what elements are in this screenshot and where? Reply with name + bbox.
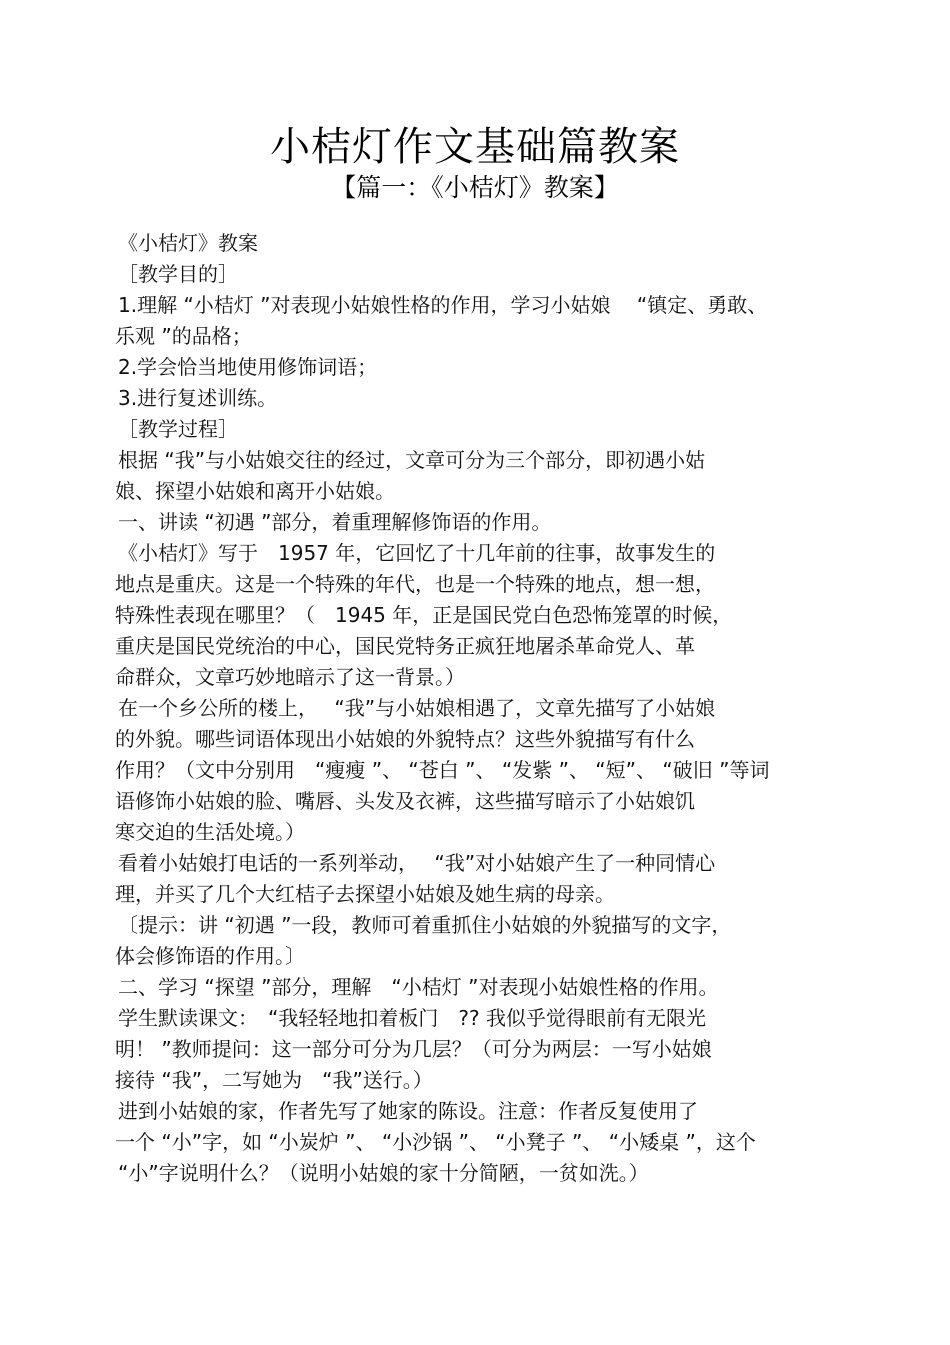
body-line: 命群众，文章巧妙地暗示了这一背景。） xyxy=(115,665,465,689)
body-line: 体会修饰语的作用。〕 xyxy=(115,944,305,968)
body-line: 语修饰小姑娘的脸、嘴唇、头发及衣裤，这些描写暗示了小姑娘饥 xyxy=(115,789,695,813)
body-line: 寒交迫的生活处境。） xyxy=(115,820,305,844)
body-line: 作用？（文中分别用 “瘦瘦 ”、 “苍白 ”、 “发紫 ”、 “短”、 “破旧 ”等词 xyxy=(115,758,770,782)
body-line: 2.学会恰当地使用修饰词语； xyxy=(118,355,378,379)
body-line: ［教学目的］ xyxy=(118,262,238,286)
body-line: 《小桔灯》教案 xyxy=(118,231,258,255)
document-title: 小桔灯作文基础篇教案 xyxy=(270,124,680,170)
body-line: 一、讲读 “初遇 ”部分，着重理解修饰语的作用。 xyxy=(118,510,552,534)
body-line: 学生默读课文： “我轻轻地扣着板门 ?? 我似乎觉得眼前有无限光 xyxy=(118,1006,706,1030)
body-line: 二、学习 “探望 ”部分，理解 “小桔灯 ”对表现小姑娘性格的作用。 xyxy=(118,975,719,999)
body-line: 一个 “小”字，如 “小炭炉 ”、 “小沙锅 ”、 “小凳子 ”、 “小矮桌 ”，这个 xyxy=(115,1130,756,1154)
body-line: “小”字说明什么？（说明小姑娘的家十分简陋，一贫如洗。） xyxy=(118,1161,649,1185)
body-line: 〔提示：讲 “初遇 ”一段，教师可着重抓住小姑娘的外貌描写的文字， xyxy=(118,913,732,937)
body-line: 娘、探望小姑娘和离开小姑娘。 xyxy=(115,479,395,503)
body-line: 地点是重庆。这是一个特殊的年代，也是一个特殊的地点，想一想， xyxy=(115,572,715,596)
body-line: ［教学过程］ xyxy=(118,417,238,441)
body-line: 《小桔灯》写于 1957 年，它回忆了十几年前的往事，故事发生的 xyxy=(118,541,716,565)
document-subtitle: 【篇一：《小桔灯》教案】 xyxy=(331,173,619,202)
body-line: 的外貌。哪些词语体现出小姑娘的外貌特点？这些外貌描写有什么 xyxy=(115,727,695,751)
document-body xyxy=(115,228,845,1189)
body-line: 进到小姑娘的家，作者先写了她家的陈设。注意：作者反复使用了 xyxy=(118,1099,698,1123)
body-line: 根据 “我”与小姑娘交往的经过，文章可分为三个部分，即初遇小姑 xyxy=(118,448,706,472)
body-line: 3.进行复述训练。 xyxy=(118,386,278,410)
body-line: 1.理解 “小桔灯 ”对表现小姑娘性格的作用，学习小姑娘 “镇定、勇敢、 xyxy=(118,293,768,317)
body-line: 理，并买了几个大红桔子去探望小姑娘及她生病的母亲。 xyxy=(115,882,615,906)
body-line: 重庆是国民党统治的中心，国民党特务正疯狂地屠杀革命党人、革 xyxy=(115,634,695,658)
body-line: 明！ ”教师提问：这一部分可分为几层？（可分为两层：一写小姑娘 xyxy=(115,1037,712,1061)
body-line: 接待 “我”，二写她为 “我”送行。） xyxy=(115,1068,433,1092)
body-line: 特殊性表现在哪里？（ 1945 年，正是国民党白色恐怖笼罩的时候， xyxy=(115,603,733,627)
body-line: 看着小姑娘打电话的一系列举动， “我”对小姑娘产生了一种同情心 xyxy=(118,851,716,875)
body-line: 在一个乡公所的楼上， “我”与小姑娘相遇了，文章先描写了小姑娘 xyxy=(118,696,716,720)
body-line: 乐观 ”的品格； xyxy=(115,324,252,348)
